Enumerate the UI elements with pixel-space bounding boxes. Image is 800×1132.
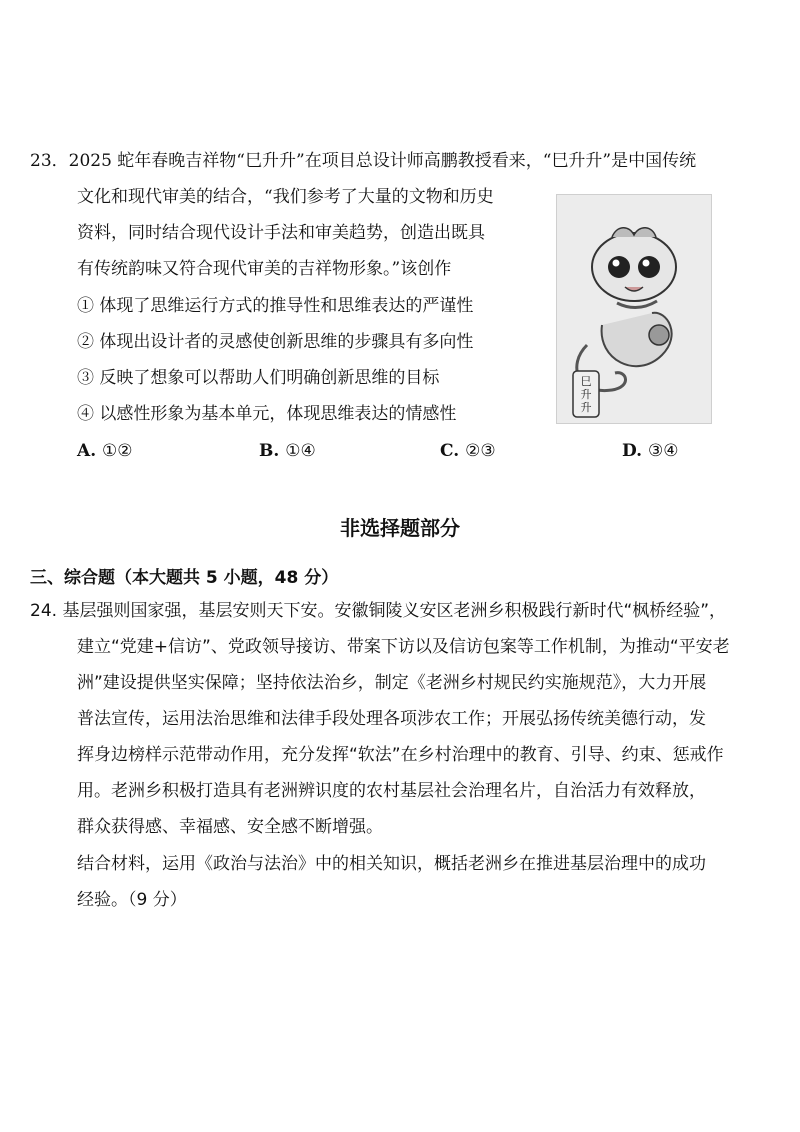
choice-a bbox=[77, 440, 133, 462]
q24-task-line-1: 经验。（9 分） bbox=[77, 890, 187, 910]
choice-a-label: A. bbox=[77, 441, 97, 461]
q24-task-line-0: 结合材料，运用《政治与法治》中的相关知识，概括老洲乡在推进基层治理中的成功 bbox=[77, 854, 706, 874]
q23-line-1: 文化和现代审美的结合，“我们参考了大量的文物和历史 bbox=[77, 187, 494, 207]
choice-d bbox=[622, 440, 678, 462]
choice-d-value: ③④ bbox=[647, 441, 679, 461]
q24-line-1: 建立“党建+信访”、党政领导接访、带案下访以及信访包案等工作机制，为推动“平安老 bbox=[77, 637, 730, 657]
mascot-image bbox=[556, 194, 712, 424]
q24-line-4: 挥身边榜样示范带动作用，充分发挥“软法”在乡村治理中的教育、引导、约束、惩戒作 bbox=[77, 745, 724, 765]
q24-line-3: 普法宣传，运用法治思维和法律手段处理各项涉农工作；开展弘扬传统美德行动，发 bbox=[77, 709, 706, 729]
q24-line-5: 用。老洲乡积极打造具有老洲辨识度的农村基层社会治理名片，自治活力有效释放， bbox=[77, 781, 706, 801]
choice-c-label: C. bbox=[440, 441, 460, 461]
q23-number: 23． bbox=[30, 151, 69, 171]
q23-first-line bbox=[30, 150, 770, 172]
part-title: 三、综合题（本大题共 5 小题，48 分） bbox=[30, 568, 339, 588]
q24-line-6: 群众获得感、幸福感、安全感不断增强。 bbox=[77, 817, 383, 837]
q24-line-2: 洲”建设提供坚实保障；坚持依法治乡，制定《老洲乡村规民约实施规范》，大力开展 bbox=[77, 673, 707, 693]
choice-b-value: ①④ bbox=[285, 441, 316, 461]
q23-line-2: 资料，同时结合现代设计手法和审美趋势，创造出既具 bbox=[77, 223, 485, 243]
mascot-seal-text: 巳升升 bbox=[580, 375, 592, 414]
q23-line-0: 2025 蛇年春晚吉祥物“巳升升”在项目总设计师高鹏教授看来，“巳升升”是中国传统 bbox=[68, 151, 697, 171]
section-title: 非选择题部分 bbox=[340, 516, 460, 540]
choice-a-value: ①② bbox=[102, 441, 133, 461]
q24-line-0: 24. 基层强则国家强，基层安则天下安。安徽铜陵义安区老洲乡积极践行新时代“枫桥经验”， bbox=[30, 601, 727, 621]
q23-statement-3: ③ 反映了想象可以帮助人们明确创新思维的目标 bbox=[77, 368, 440, 388]
choice-b bbox=[259, 440, 316, 462]
q23-statement-4: ④ 以感性形象为基本单元，体现思维表达的情感性 bbox=[77, 404, 457, 424]
choice-d-label: D. bbox=[622, 441, 643, 461]
q23-line-3: 有传统韵味又符合现代审美的吉祥物形象。”该创作 bbox=[77, 259, 452, 279]
choice-c-value: ②③ bbox=[465, 441, 496, 461]
q23-statement-2: ② 体现出设计者的灵感使创新思维的步骤具有多向性 bbox=[77, 332, 474, 352]
choice-c bbox=[440, 440, 496, 462]
choice-b-label: B. bbox=[259, 441, 280, 461]
q23-statement-1: ① 体现了思维运行方式的推导性和思维表达的严谨性 bbox=[77, 296, 474, 316]
